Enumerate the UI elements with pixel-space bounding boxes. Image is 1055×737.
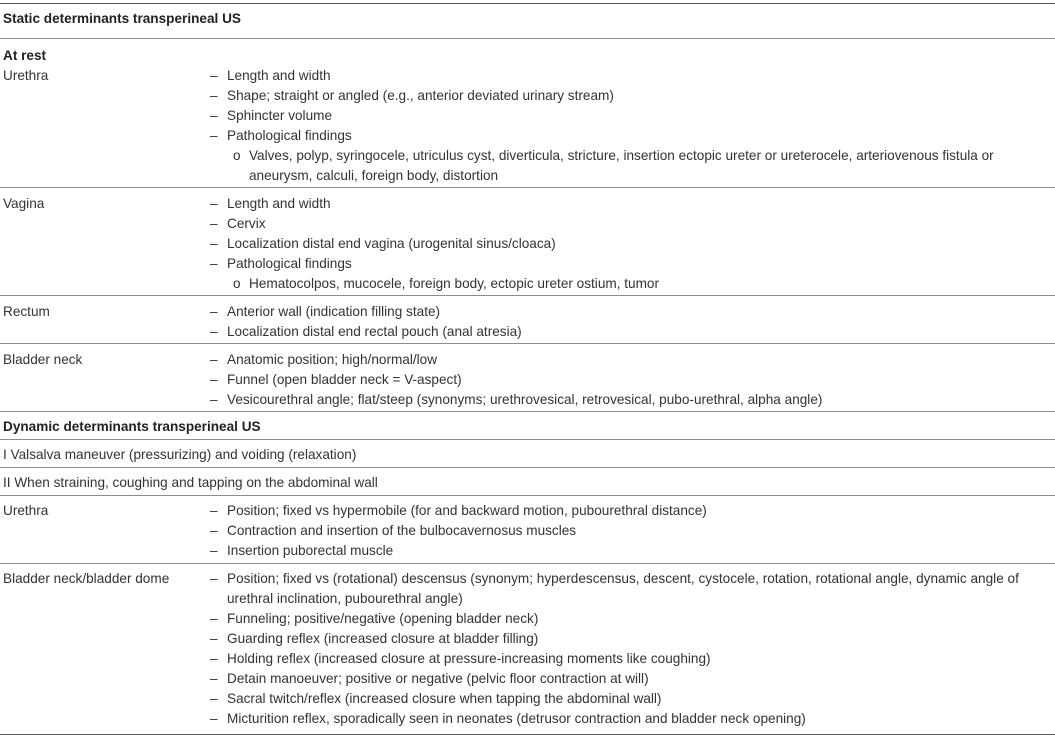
- list-item: [210, 254, 352, 274]
- dash-bullet: –: [210, 671, 218, 686]
- dash-bullet: –: [210, 88, 218, 103]
- row-divider: [0, 411, 1055, 412]
- circle-bullet: o: [233, 148, 241, 163]
- list-item-continuation: urethral inclination, pubourethral angle): [227, 591, 463, 606]
- dash-bullet: –: [210, 304, 218, 319]
- static-section-header: Static determinants transperineal US: [3, 11, 241, 26]
- table-bottom-rule: [0, 734, 1055, 735]
- list-item: [210, 302, 440, 322]
- dash-bullet: –: [210, 216, 218, 231]
- list-item-text: Sacral twitch/reflex (increased closure when tapping the abdominal wall): [227, 691, 662, 706]
- list-item-text: Funnel (open bladder neck = V-aspect): [227, 372, 462, 387]
- at-rest-header: At rest: [3, 48, 47, 63]
- row-label-rectum: Rectum: [3, 304, 50, 319]
- list-item-text: Holding reflex (increased closure at pressure-increasing moments like coughing): [227, 651, 711, 666]
- dash-bullet: –: [210, 196, 218, 211]
- list-item-text: Insertion puborectal muscle: [227, 543, 394, 558]
- sub-list-item-continuation: aneurysm, calculi, foreign body, distortion: [249, 168, 499, 183]
- table-top-rule: [0, 3, 1055, 4]
- list-item-text: Position; fixed vs hypermobile (for and backward motion, pubourethral distance): [227, 503, 707, 518]
- row-label-bladder-neck-dome: Bladder neck/bladder dome: [3, 571, 170, 586]
- list-item-text: Pathological findings: [227, 128, 352, 143]
- dash-bullet: –: [210, 324, 218, 339]
- list-item-text: Length and width: [227, 196, 331, 211]
- dash-bullet: –: [210, 611, 218, 626]
- row-divider: [0, 563, 1055, 564]
- list-item-text: Localization distal end vagina (urogenital sinus/cloaca): [227, 236, 556, 251]
- row-divider: [0, 467, 1055, 468]
- list-item: [210, 322, 522, 342]
- dynamic-note-straining: II When straining, coughing and tapping on the abdominal wall: [3, 475, 378, 490]
- dash-bullet: –: [210, 108, 218, 123]
- list-item-text: Guarding reflex (increased closure at bladder filling): [227, 631, 539, 646]
- list-item: [210, 709, 806, 729]
- dash-bullet: –: [210, 503, 218, 518]
- list-item: [210, 569, 1019, 589]
- dash-bullet: –: [210, 392, 218, 407]
- list-item-text: Detain manoeuver; positive or negative (pelvic floor contraction at will): [227, 671, 649, 686]
- list-item-text: Vesicourethral angle; flat/steep (synonyms; urethrovesical, retrovesical, pubo-urethral, alpha angle): [227, 392, 823, 407]
- row-label-urethra-dynamic: Urethra: [3, 503, 49, 518]
- list-item-text: Contraction and insertion of the bulbocavernosus muscles: [227, 523, 577, 538]
- list-item: [210, 390, 822, 410]
- dash-bullet: –: [210, 256, 218, 271]
- list-item: [210, 609, 538, 629]
- list-item: [210, 86, 614, 106]
- list-item: [210, 370, 462, 390]
- list-item: [210, 649, 711, 669]
- dash-bullet: –: [210, 68, 218, 83]
- dash-bullet: –: [210, 571, 218, 586]
- dynamic-section-header: Dynamic determinants transperineal US: [3, 419, 261, 434]
- list-item-text: Shape; straight or angled (e.g., anterior deviated urinary stream): [227, 88, 614, 103]
- dash-bullet: –: [210, 372, 218, 387]
- dash-bullet: –: [210, 691, 218, 706]
- list-item: [210, 501, 707, 521]
- row-divider: [0, 343, 1055, 344]
- row-divider: [0, 495, 1055, 496]
- dash-bullet: –: [210, 651, 218, 666]
- dash-bullet: –: [210, 523, 218, 538]
- circle-bullet: o: [233, 276, 241, 291]
- list-item-text: Micturition reflex, sporadically seen in neonates (detrusor contraction and bladder neck opening): [227, 711, 806, 726]
- list-item-text: Pathological findings: [227, 256, 352, 271]
- dash-bullet: –: [210, 543, 218, 558]
- list-item: [210, 106, 332, 126]
- list-item: [210, 541, 393, 561]
- dynamic-note-valsalva: I Valsalva maneuver (pressurizing) and voiding (relaxation): [3, 447, 357, 462]
- row-label-urethra: Urethra: [3, 68, 49, 83]
- list-item: [210, 126, 352, 146]
- list-item: [210, 689, 661, 709]
- row-label-bladder-neck: Bladder neck: [3, 352, 83, 367]
- sub-list-item-text: Valves, polyp, syringocele, utriculus cyst, diverticula, stricture, insertion ectopic ureter or ureterocele, arteriovenous fistula or: [249, 148, 994, 163]
- row-divider: [0, 187, 1055, 188]
- sub-list-item: [233, 274, 659, 294]
- row-divider: [0, 38, 1055, 39]
- sub-list-item: [233, 146, 994, 166]
- list-item: [210, 629, 538, 649]
- row-label-vagina: Vagina: [3, 196, 45, 211]
- row-divider: [0, 439, 1055, 440]
- dash-bullet: –: [210, 352, 218, 367]
- list-item: [210, 669, 649, 689]
- list-item: [210, 521, 576, 541]
- row-divider: [0, 295, 1055, 296]
- list-item: [210, 350, 437, 370]
- list-item-text: Anterior wall (indication filling state): [227, 304, 441, 319]
- list-item: [210, 194, 331, 214]
- dash-bullet: –: [210, 128, 218, 143]
- list-item-text: Localization distal end rectal pouch (anal atresia): [227, 324, 522, 339]
- list-item-text: Length and width: [227, 68, 331, 83]
- list-item-text: Cervix: [227, 216, 266, 231]
- dash-bullet: –: [210, 711, 218, 726]
- list-item: [210, 234, 556, 254]
- list-item-text: Funneling; positive/negative (opening bladder neck): [227, 611, 539, 626]
- dash-bullet: –: [210, 236, 218, 251]
- dash-bullet: –: [210, 631, 218, 646]
- list-item-text: Anatomic position; high/normal/low: [227, 352, 438, 367]
- sub-list-item-text: Hematocolpos, mucocele, foreign body, ectopic ureter ostium, tumor: [249, 276, 660, 291]
- list-item: [210, 66, 331, 86]
- list-item-text: Sphincter volume: [227, 108, 333, 123]
- list-item-text: Position; fixed vs (rotational) descensus (synonym; hyperdescensus, descent, cystocele, rotation, rotational angle, dynamic angle of: [227, 571, 1019, 586]
- list-item: [210, 214, 266, 234]
